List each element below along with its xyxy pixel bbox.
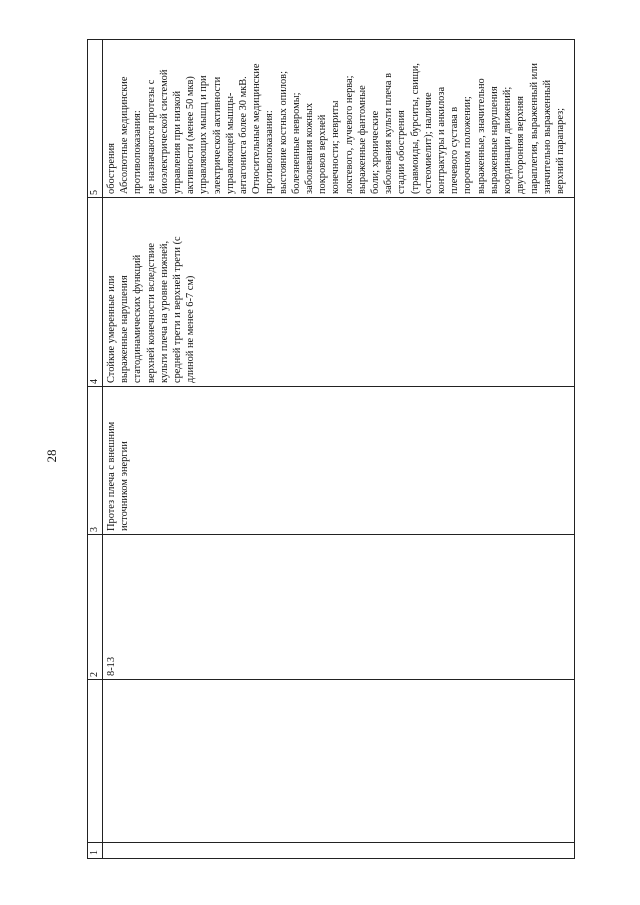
cell-code: 8-13	[106, 656, 117, 676]
cell-contraindications: обострения Абсолютные медицинские противопоказания: не назначаются протезы с биоэлектрической системой управления при низкой активности (менее 50 мкв) управляющих мышц и при электрической активности управляющей мышцы- антагониста более 30 мкВ. Относительные медицинские противопоказания: выстояние костных опилов; болезненные невромы; заболевания кожных покровов верхней конечности; невриты локтевого, лучевого нерва; выраженные фантомные боли; хронические заболевания культи плеча в стадии обострения (травмоиды, бурситы, свищи, остеомиелит); наличие контрактуры и анкилоза плечевого сустава в порочном положении; выраженные, значительно выраженные нарушения координации движений; двусторонняя верхняя параплегия, выраженный или значительно выраженный верхний парапарез;	[106, 63, 566, 194]
rotated-page-content	[87, 39, 575, 859]
header-col-4: 4	[89, 379, 100, 384]
header-col-1: 1	[89, 850, 100, 855]
medical-table	[87, 39, 575, 859]
column-divider	[88, 842, 574, 843]
header-col-5: 5	[89, 190, 100, 195]
cell-device: Протез плеча с внешним источником энергии	[106, 421, 131, 531]
column-divider	[88, 386, 574, 387]
column-divider	[88, 679, 574, 680]
header-col-3: 3	[89, 527, 100, 532]
header-col-2: 2	[89, 672, 100, 677]
cell-indications: Стойкие умеренные или выраженные нарушения статодинамических функций верхней конечности вследствие культи плеча на уровне нижней, средней трети и верхней трети (с длиной не менее 6-7 см)	[106, 236, 197, 383]
page-number: 28	[44, 449, 59, 463]
column-divider	[88, 534, 574, 535]
table-header-row	[88, 40, 103, 858]
column-divider	[88, 197, 574, 198]
